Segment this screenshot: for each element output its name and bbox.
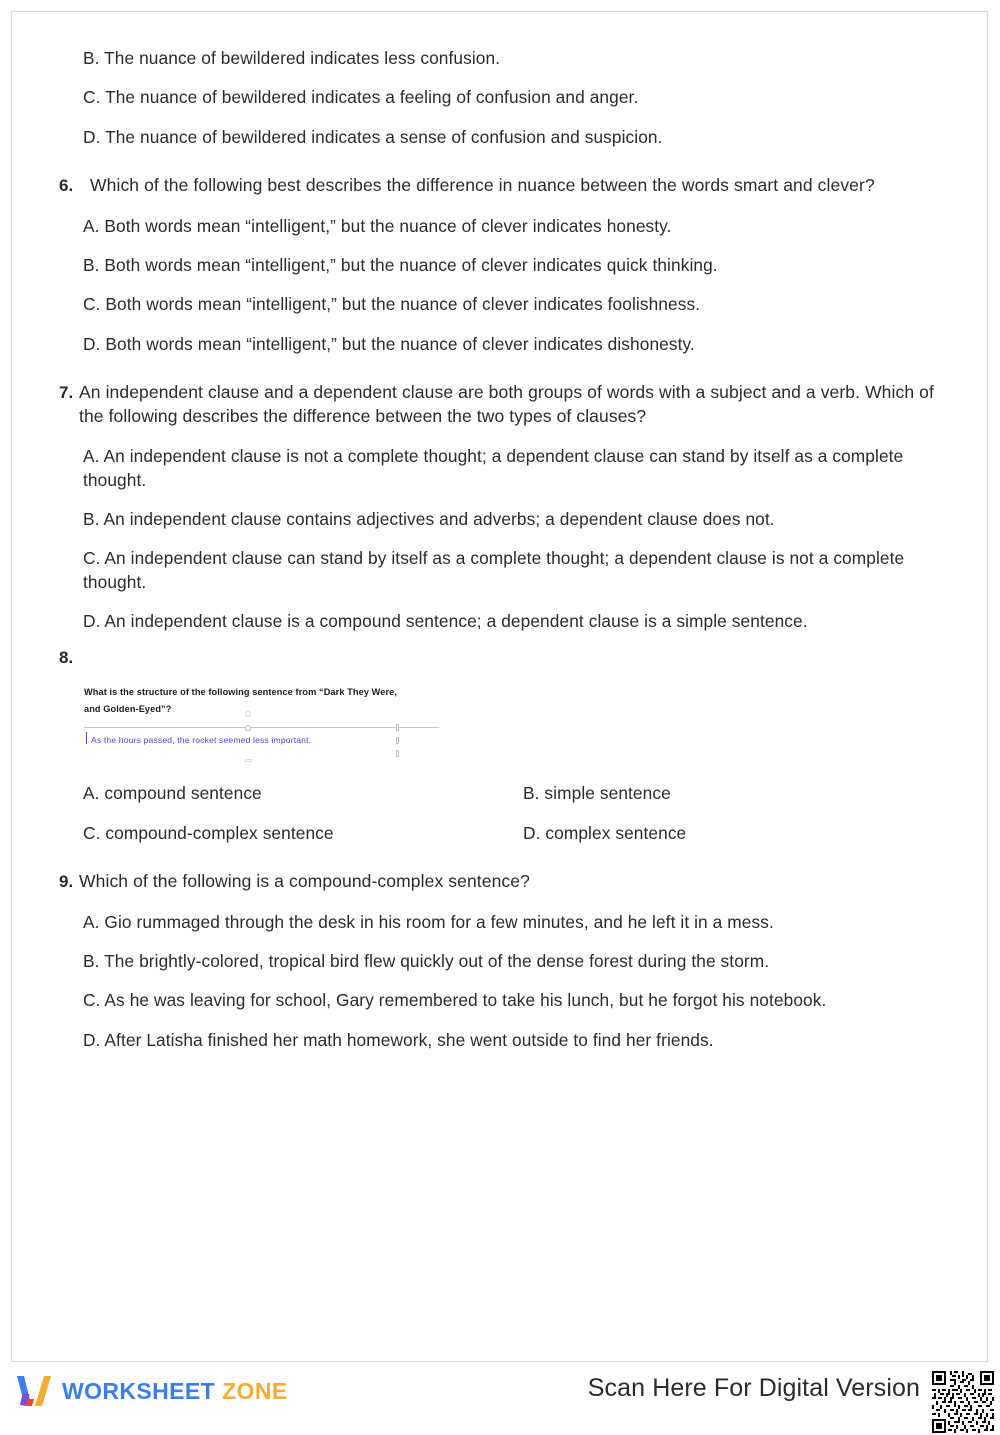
option-item[interactable]: C. The nuance of bewildered indicates a feeling of confusion and anger.: [83, 87, 639, 108]
worksheet-zone-logo[interactable]: [14, 1372, 288, 1410]
resize-handle-right-mid-icon[interactable]: [396, 737, 399, 744]
option-item[interactable]: C. As he was leaving for school, Gary remembered to take his lunch, but he forgot his notebook.: [83, 990, 827, 1011]
embedded-image-title: What is the structure of the following sentence from “Dark They Were, and Golden-Eyed”?: [84, 687, 398, 715]
resize-handle-right-bottom-icon[interactable]: [396, 750, 399, 757]
spacer: [59, 845, 949, 870]
option-item[interactable]: C. Both words mean “intelligent,” but the nuance of clever indicates foolishness.: [83, 294, 701, 315]
question-number: 6.: [59, 176, 74, 196]
resize-handle-top-icon[interactable]: [245, 725, 251, 731]
scan-here-label: Scan Here For Digital Version: [587, 1374, 920, 1402]
question-number: 9.: [59, 871, 74, 891]
option-item[interactable]: D. After Latisha finished her math homework, she went outside to find her friends.: [83, 1029, 714, 1050]
option-grid-row-2: [59, 806, 949, 845]
question-block-8: [59, 646, 949, 844]
question-number: 8.: [59, 648, 74, 668]
option-item[interactable]: B. An independent clause contains adjectives and adverbs; a dependent clause does not.: [83, 509, 775, 530]
option-item[interactable]: D. The nuance of bewildered indicates a sense of confusion and suspicion.: [83, 126, 663, 147]
question-prompt-row: [59, 381, 949, 428]
option-item[interactable]: B. Both words mean “intelligent,” but the nuance of clever indicates quick thinking.: [83, 255, 718, 276]
logo-wordmark: [62, 1378, 288, 1405]
question-block-9: [59, 870, 949, 1052]
worksheet-zone-mark-icon: [14, 1374, 54, 1408]
page-footer: [0, 1364, 1000, 1414]
question-block-7: [59, 381, 949, 633]
option-item[interactable]: B. The nuance of bewildered indicates less confusion.: [83, 48, 501, 68]
question-text: Which of the following is a compound-complex sentence?: [79, 870, 530, 891]
option-item[interactable]: C. compound-complex sentence: [83, 822, 334, 843]
logo-text-primary: WORKSHEET: [62, 1377, 216, 1404]
text-caret: [86, 732, 87, 744]
spacer: [59, 356, 949, 381]
option-item[interactable]: C. An independent clause can stand by itself as a complete thought; a dependent clause is not a complete thought.: [83, 548, 905, 592]
option-grid-row-1: [59, 766, 949, 805]
question-prompt-row: [59, 174, 949, 198]
option-item[interactable]: A. Both words mean “intelligent,” but the nuance of clever indicates honesty.: [83, 215, 672, 236]
option-item[interactable]: D. An independent clause is a compound sentence; a dependent clause is a simple sentence.: [83, 611, 808, 632]
logo-text-secondary: ZONE: [222, 1377, 288, 1404]
option-item[interactable]: A. compound sentence: [83, 783, 262, 804]
qr-code-icon[interactable]: [930, 1369, 996, 1435]
question-number: 7.: [59, 383, 74, 403]
option-item[interactable]: B. simple sentence: [523, 783, 671, 804]
embedded-image-textbox: [84, 727, 439, 762]
spacer: [59, 149, 949, 174]
option-item[interactable]: A. Gio rummaged through the desk in his room for a few minutes, and he left it in a mess.: [83, 911, 774, 932]
resize-handle-right-top-icon[interactable]: [396, 724, 399, 731]
option-item[interactable]: D. Both words mean “intelligent,” but the nuance of clever indicates dishonesty.: [83, 333, 695, 354]
question-text: Which of the following best describes the difference in nuance between the words smart and clever?: [90, 175, 875, 196]
question-prompt-row: [59, 870, 949, 894]
question-block-6: [59, 174, 949, 356]
worksheet-page-frame: [11, 11, 988, 1362]
option-item[interactable]: A. An independent clause is not a complete thought; a dependent clause can stand by itself as a complete thought.: [83, 446, 904, 490]
embedded-image-sentence: As the hours passed, the rocket seemed less important.: [91, 735, 312, 746]
embedded-question-image: [84, 684, 439, 762]
worksheet-content: [12, 12, 989, 1052]
question-prompt-row: [59, 646, 949, 670]
option-item[interactable]: B. The brightly-colored, tropical bird flew quickly out of the dense forest during the storm.: [83, 951, 770, 972]
question-block-carryover: [59, 30, 949, 149]
resize-handle-bottom-icon[interactable]: [245, 759, 252, 762]
option-item[interactable]: D. complex sentence: [523, 822, 687, 843]
question-text: An independent clause and a dependent clause are both groups of words with a subject and a verb. Which of the following describes the difference between the two types of clauses?: [79, 382, 934, 426]
